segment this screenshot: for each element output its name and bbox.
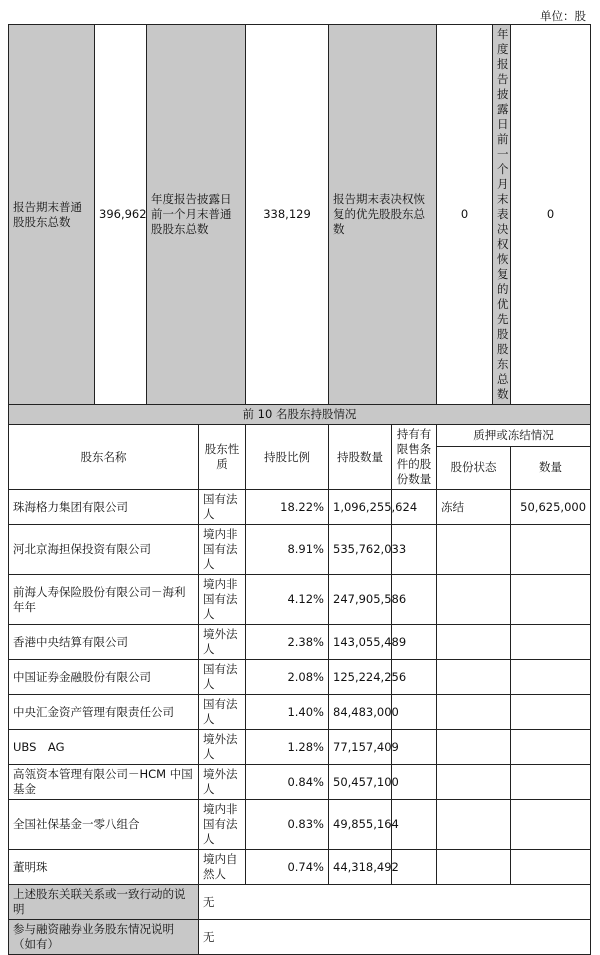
table-row (9, 695, 591, 730)
shareholder-name: 董明珠 (9, 850, 199, 885)
pledge-status (437, 660, 511, 695)
shareholder-nature: 境外法人 (199, 625, 246, 660)
pledge-status (437, 800, 511, 850)
pledge-count (511, 695, 591, 730)
pledge-status (437, 695, 511, 730)
holding-ratio: 18.22% (246, 490, 329, 525)
holding-ratio: 2.38% (246, 625, 329, 660)
pledge-status (437, 625, 511, 660)
header-restricted: 持有有限售条件的股份数量 (392, 425, 437, 490)
shareholder-nature: 国有法人 (199, 490, 246, 525)
header-nature: 股东性质 (199, 425, 246, 490)
pledge-status (437, 525, 511, 575)
pledge-status: 冻结 (437, 490, 511, 525)
shareholder-name: 全国社保基金一零八组合 (9, 800, 199, 850)
footer-label-1: 上述股东关联关系或一致行动的说明 (9, 885, 199, 920)
pledge-status (437, 765, 511, 800)
holding-ratio: 2.08% (246, 660, 329, 695)
summary-value-2: 338,129 (246, 25, 329, 405)
holding-ratio: 8.91% (246, 525, 329, 575)
pledge-count (511, 765, 591, 800)
shareholder-name: 高瓴资本管理有限公司－HCM 中国基金 (9, 765, 199, 800)
table-row (9, 850, 591, 885)
holding-ratio: 4.12% (246, 575, 329, 625)
table-row (9, 490, 591, 525)
shareholder-name: UBS AG (9, 730, 199, 765)
summary-label-2: 年度报告披露日前一个月末普通股股东总数 (147, 25, 246, 405)
holding-ratio: 0.74% (246, 850, 329, 885)
shareholder-name: 珠海格力集团有限公司 (9, 490, 199, 525)
shareholder-name: 河北京海担保投资有限公司 (9, 525, 199, 575)
section-title: 前 10 名股东持股情况 (9, 405, 591, 425)
footer-label-2: 参与融资融券业务股东情况说明（如有） (9, 920, 199, 955)
table-row (9, 660, 591, 695)
shareholder-nature: 境内非国有法人 (199, 525, 246, 575)
holding-quantity: 143,055,489 (329, 625, 392, 660)
summary-value-4: 0 (511, 25, 591, 405)
table-row (9, 800, 591, 850)
header-row-1 (9, 425, 591, 447)
shareholder-nature: 国有法人 (199, 695, 246, 730)
table-row (9, 575, 591, 625)
footer-value-2: 无 (199, 920, 591, 955)
shareholder-nature: 境外法人 (199, 765, 246, 800)
holding-quantity: 49,855,164 (329, 800, 392, 850)
pledge-status (437, 730, 511, 765)
shareholder-nature: 国有法人 (199, 660, 246, 695)
shareholder-rows (9, 490, 591, 885)
pledge-count (511, 625, 591, 660)
holding-quantity: 44,318,492 (329, 850, 392, 885)
shareholder-nature: 境内非国有法人 (199, 800, 246, 850)
holding-ratio: 0.84% (246, 765, 329, 800)
holding-ratio: 1.40% (246, 695, 329, 730)
pledge-count (511, 850, 591, 885)
pledge-status (437, 575, 511, 625)
holding-quantity: 535,762,033 (329, 525, 392, 575)
holding-ratio: 0.83% (246, 800, 329, 850)
holding-quantity: 125,224,256 (329, 660, 392, 695)
table-row (9, 730, 591, 765)
shareholder-nature: 境内自然人 (199, 850, 246, 885)
pledge-count (511, 800, 591, 850)
summary-value-1: 396,962 (95, 25, 147, 405)
pledge-count (511, 660, 591, 695)
holding-ratio: 1.28% (246, 730, 329, 765)
header-status: 股份状态 (437, 446, 511, 489)
shareholder-nature: 境外法人 (199, 730, 246, 765)
pledge-status (437, 850, 511, 885)
holding-quantity: 84,483,000 (329, 695, 392, 730)
footer-value-1: 无 (199, 885, 591, 920)
header-qty: 持股数量 (329, 425, 392, 490)
holding-quantity: 1,096,255,624 (329, 490, 392, 525)
summary-label-1: 报告期末普通股股东总数 (9, 25, 95, 405)
table-row (9, 525, 591, 575)
footer-row-2 (9, 920, 591, 955)
unit-label: 单位：股 (540, 9, 586, 23)
shareholder-name: 中国证券金融股份有限公司 (9, 660, 199, 695)
summary-label-3: 报告期末表决权恢复的优先股股东总数 (329, 25, 437, 405)
shareholder-table (8, 24, 591, 955)
shareholder-nature: 境内非国有法人 (199, 575, 246, 625)
header-count: 数量 (511, 446, 591, 489)
summary-value-3: 0 (437, 25, 493, 405)
summary-row (9, 25, 591, 405)
shareholder-name: 中央汇金资产管理有限责任公司 (9, 695, 199, 730)
table-row (9, 765, 591, 800)
pledge-count (511, 525, 591, 575)
section-title-row (9, 405, 591, 425)
summary-label-4: 年度报告披露日前一个月末表决权恢复的优先股股东总数 (493, 25, 511, 405)
holding-quantity: 247,905,586 (329, 575, 392, 625)
pledge-count: 50,625,000 (511, 490, 591, 525)
shareholder-name: 香港中央结算有限公司 (9, 625, 199, 660)
footer-row-1 (9, 885, 591, 920)
header-ratio: 持股比例 (246, 425, 329, 490)
header-pledge-group: 质押或冻结情况 (437, 425, 591, 447)
table-row (9, 625, 591, 660)
holding-quantity: 77,157,409 (329, 730, 392, 765)
pledge-count (511, 730, 591, 765)
holding-quantity: 50,457,100 (329, 765, 392, 800)
header-name: 股东名称 (9, 425, 199, 490)
shareholder-name: 前海人寿保险股份有限公司－海利年年 (9, 575, 199, 625)
pledge-count (511, 575, 591, 625)
